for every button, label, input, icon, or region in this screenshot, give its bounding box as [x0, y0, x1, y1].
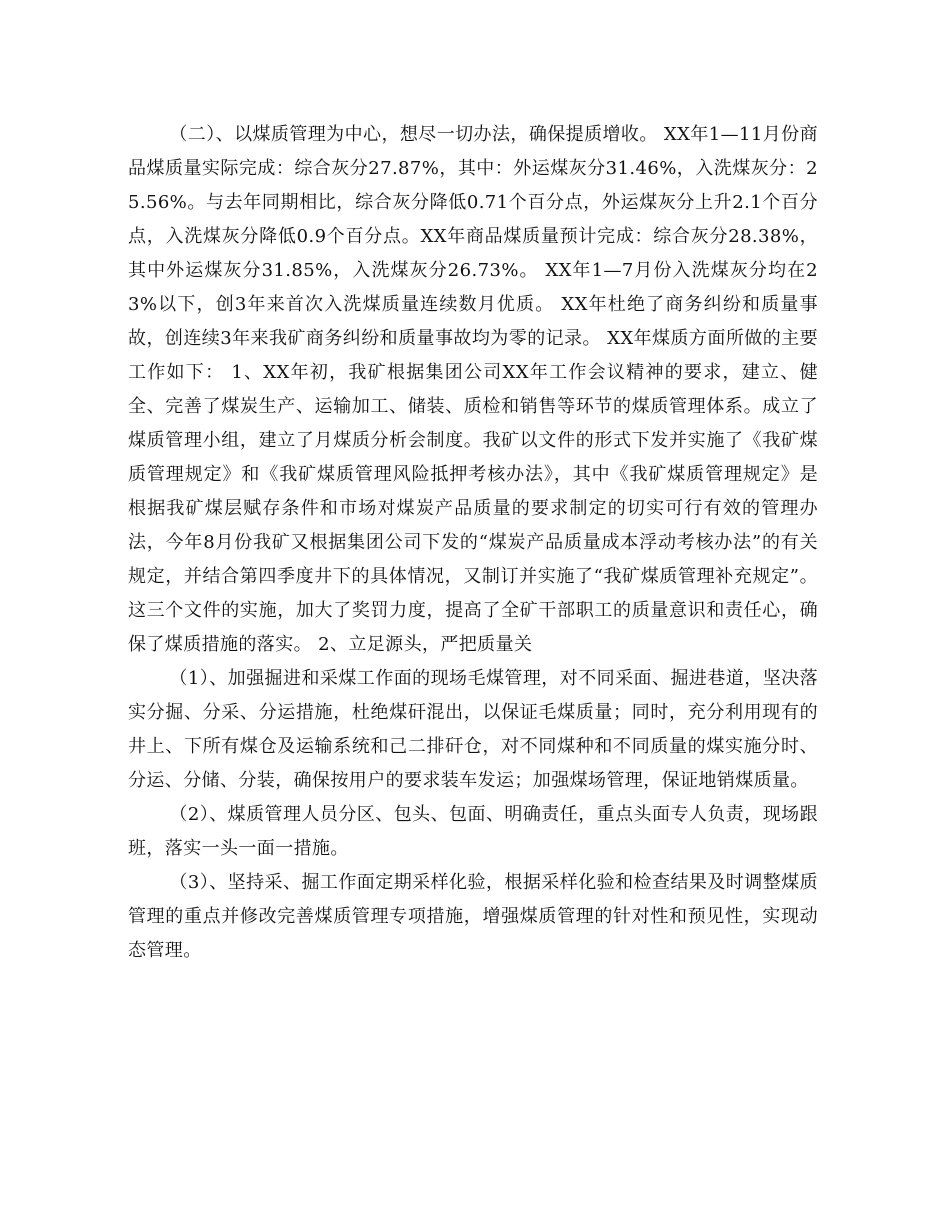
- document-body: [128, 118, 818, 968]
- paragraph-coal-quality-summary: （二）、以煤质管理为中心，想尽一切办法，确保提质增收。 XX年1—11月份商品煤质量实际完成：综合灰分27.87%，其中：外运煤灰分31.46%，入洗煤灰分：25.56%。与去年同期相比，综合灰分降低0.71个百分点，外运煤灰分上升2.1个百分点，入洗煤灰分降低0.9个百分点。XX年商品煤质量预计完成：综合灰分28.38%，其中外运煤灰分31.85%，入洗煤灰分26.73%。 XX年1—7月份入洗煤灰分均在23%以下，创3年来首次入洗煤质量连续数月优质。 XX年杜绝了商务纠纷和质量事故，创连续3年来我矿商务纠纷和质量事故均为零的记录。 XX年煤质方面所做的主要工作如下： 1、XX年初，我矿根据集团公司XX年工作会议精神的要求，建立、健全、完善了煤炭生产、运输加工、储装、质检和销售等环节的煤质管理体系。成立了煤质管理小组，建立了月煤质分析会制度。我矿以文件的形式下发并实施了《我矿煤质管理规定》和《我矿煤质管理风险抵押考核办法》，其中《我矿煤质管理规定》是根据我矿煤层赋存条件和市场对煤炭产品质量的要求制定的切实可行有效的管理办法，今年8月份我矿又根据集团公司下发的“煤炭产品质量成本浮动考核办法”的有关规定，并结合第四季度井下的具体情况，又制订并实施了“我矿煤质管理补充规定”。这三个文件的实施，加大了奖罚力度，提高了全矿干部职工的质量意识和责任心，确保了煤质措施的落实。 2、立足源头，严把质量关: [128, 124, 818, 655]
- paragraph-item-2: （2）、煤质管理人员分区、包头、包面、明确责任，重点头面专人负责，现场跟班，落实一头一面一措施。: [128, 804, 818, 859]
- paragraph-item-3: （3）、坚持采、掘工作面定期采样化验，根据采样化验和检查结果及时调整煤质管理的重点并修改完善煤质管理专项措施，增强煤质管理的针对性和预见性，实现动态管理。: [128, 872, 818, 961]
- paragraph-item-1: （1）、加强掘进和采煤工作面的现场毛煤管理，对不同采面、掘进巷道，坚决落实分掘、分采、分运措施，杜绝煤矸混出，以保证毛煤质量；同时，充分利用现有的井上、下所有煤仓及运输系统和己二排矸仓，对不同煤种和不同质量的煤实施分时、分运、分储、分装，确保按用户的要求装车发运；加强煤场管理，保证地销煤质量。: [128, 668, 818, 791]
